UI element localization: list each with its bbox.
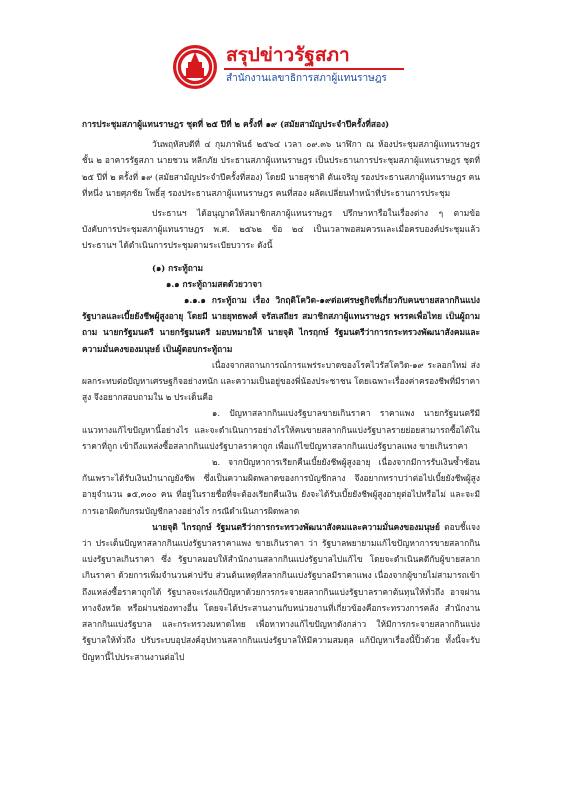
intro-paragraph: วันพฤหัสบดีที่ ๔ กุมภาพันธ์ ๒๕๖๔ เวลา ๐๙.๓๖ นาฬิกา ณ ห้องประชุมสภาผู้แทนราษฎร ชั้น ๒ อาคารรัฐสภา นายชวน หลีกภัย ประธานสภาผู้แทนราษฎร เป็นประธานการประชุมสภาผู้แทนราษฎร ชุดที่ ๒๕ ปีที่ ๒ ครั้งที่ ๑๙ (สมัยสามัญประจำปีครั้งที่สอง) โดยมี นายสุชาติ ตันเจริญ รองประธานสภาผู้แทนราษฎร คนที่หนึ่ง นายศุภชัย โพธิ์สุ รองประธานสภาผู้แทนราษฎร คนที่สอง ผลัดเปลี่ยนทำหน้าที่ประธานการประชุม <box>82 139 480 198</box>
document-body <box>82 116 480 665</box>
parliament-logo-icon <box>172 44 218 90</box>
answer-paragraph <box>82 519 480 665</box>
question-point-1: ๑. ปัญหาสลากกินแบ่งรัฐบาลขายเกินราคา ราคาแพง นายกรัฐมนตรีมีแนวทางแก้ไขปัญหานี้อย่างไร และจะดำเนินการอย่างไรให้คนขายสลากกินแบ่งรัฐบาลรายย่อยสามารถซื้อได้ในราคาที่ถูก เข้าถึงแหล่งซื้อสลากกินแบ่งรัฐบาลราคาถูก เพื่อแก้ไขปัญหาสลากกินแบ่งรัฐบาลแพง ขายเกินราคา <box>82 408 480 451</box>
answer-text: ตอบชี้แจงว่า ประเด็นปัญหาสลากกินแบ่งรัฐบาลราคาแพง ขายเกินราคา ว่า รัฐบาลพยายามแก้ไขปัญหาการขายสลากกินแบ่งรัฐบาลเกินราคา ซึ่ง รัฐบาลมอบให้สำนักงานสลากกินแบ่งรัฐบาลไปแก้ไข โดยจะดำเนินคดีกับผู้ขายสลากเกินราคา ด้วยการเพิ่มจำนวนค่าปรับ ส่วนต้นเหตุที่สลากกินแบ่งรัฐบาลมีราคาแพง เนื่องจากผู้ขายไม่สามารถเข้าถึงแหล่งซื้อราคาถูกได้ รัฐบาลจะเร่งแก้ปัญหาด้วยการกระจายสลากกินแบ่งรัฐบาลราคาต้นทุนให้ทั่วถึง อาจผ่านทางจังหวัด หรือผ่านช่องทางอื่น โดยจะได้ประสานงานกับหน่วยงานที่เกี่ยวข้องคือกระทรวงการคลัง สำนักงานสลากกินแบ่งรัฐบาล และกระทรวงมหาดไทย เพื่อหาทางแก้ไขปัญหาดังกล่าว ให้มีการกระจายสลากกินแบ่งรัฐบาลให้ทั่วถึง ปรับระบบอุปสงค์อุปทานสลากกินแบ่งรัฐบาลให้มีความสมดุล แก้ปัญหาเรื่องนี้ปิ้วด้วย ทั้งนี้จะรับปัญหานี้ไปประสานงานต่อไป <box>82 521 480 662</box>
title-divider <box>224 68 404 70</box>
meeting-heading: การประชุมสภาผู้แทนราษฎร ชุดที่ ๒๕ ปีที่ ๒ ครั้งที่ ๑๙ (สมัยสามัญประจำปีครั้งที่สอง) <box>82 119 390 129</box>
subsection-heading: ๑.๑ กระทู้ถามสดด้วยวาจา <box>166 278 262 289</box>
question-body: เนื่องจากสถานการณ์การแพร่ระบาดของโรคไวรัสโควิด-๑๙ ระลอกใหม่ ส่งผลกระทบต่อปัญหาเศรษฐกิจอย่างหนัก และความเป็นอยู่ของพี่น้องประชาชน โดยเฉพาะเรื่องค่าครองชีพที่มีราคาสูง จึงอยากสอบถามใน ๒ ประเด็นคือ <box>82 359 480 403</box>
question-point-2: ๒. จากปัญหาการเรียกคืนเบี้ยยังชีพผู้สูงอายุ เนื่องจากมีการรับเงินซ้ำซ้อนกันเพราะได้รับเงินบำนาญยังชีพ ซึ่งเป็นความผิดพลาดของการบัญชีกลาง จึงอยากทราบว่าต่อไปเบี้ยยังชีพผู้สูงอายุจำนวน ๑๕,๓๐๐ คน ที่อยู่ในรายชื่อที่จะต้องเรียกคืนเงิน ยังจะได้รับเบี้ยยังชีพผู้สูงอายุต่อไปหรือไม่ และจะมีการเอาผิดกับกรมบัญชีกลางอย่างไร กรณีดำเนินการผิดพลาด <box>82 457 480 516</box>
publication-title: สรุปข่าวรัฐสภา <box>226 44 350 66</box>
publication-subtitle: สำนักงานเลขาธิการสภาผู้แทนราษฎร <box>226 73 387 84</box>
answer-speaker: นายจุติ ไกรฤกษ์ รัฐมนตรีว่าการกระทรวงพัฒนาสังคมและความมั่นคงของมนุษย์ <box>152 521 440 532</box>
question-title: ๑.๑.๑ กระทู้ถาม เรื่อง วิกฤติโควิด-๑๙ต่อเศรษฐกิจที่เกี่ยวกับคนขายสลากกินแบ่งรัฐบาลและเบี้ยยังชีพผู้สูงอายุ โดยมี นายยุทธพงศ์ จรัสเสถียร สมาชิกสภาผู้แทนราษฎร พรรคเพื่อไทย เป็นผู้ถาม ถาม นายกรัฐมนตรี นายกรัฐมนตรี มอบหมายให้ นายจุติ ไกรฤกษ์ รัฐมนตรีว่าการกระทรวงพัฒนาสังคมและความมั่นคงของมนุษย์ เป็นผู้ตอบกระทู้ถาม <box>82 295 480 354</box>
agenda-paragraph: ประธานฯ ได้อนุญาตให้สมาชิกสภาผู้แทนราษฎร ปรึกษาหารือในเรื่องต่าง ๆ ตามข้อบังคับการประชุมสภาผู้แทนราษฎร พ.ศ. ๒๕๖๒ ข้อ ๒๔ เป็นเวลาพอสมควรและเมื่อครบองค์ประชุมแล้ว ประธานฯ ได้ดำเนินการประชุมตามระเบียบวาระ ดังนี้ <box>82 208 480 251</box>
section-heading: (๑) กระทู้ถาม <box>152 262 204 273</box>
